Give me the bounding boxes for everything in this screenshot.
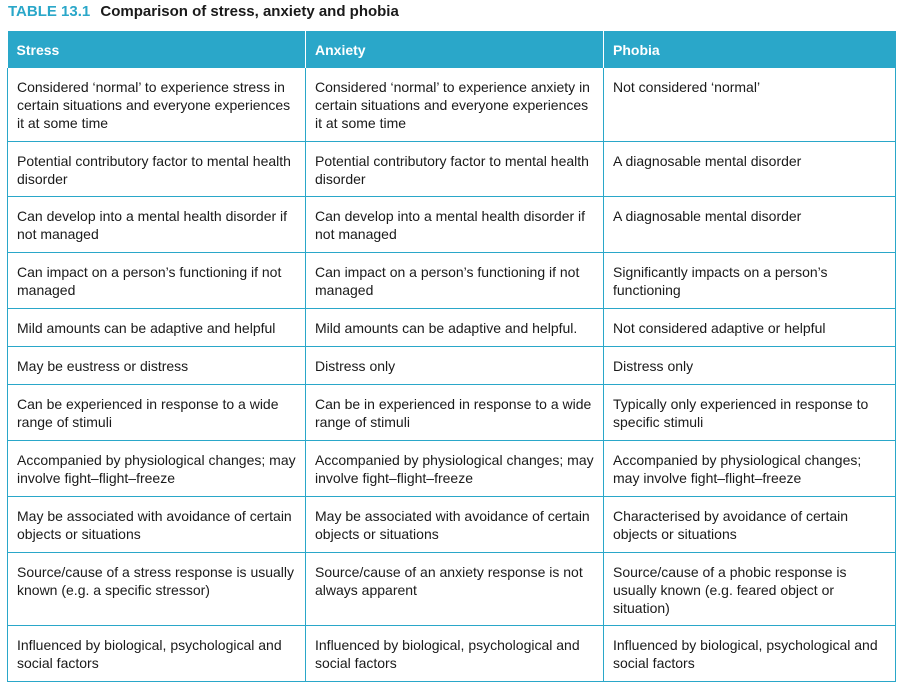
- table-row: [8, 141, 896, 196]
- cell-phobia: Distress only: [604, 346, 896, 384]
- cell-anxiety: Source/cause of an anxiety response is not always apparent: [306, 552, 604, 625]
- cell-phobia: Significantly impacts on a person’s functioning: [604, 252, 896, 308]
- cell-anxiety: Considered ‘normal’ to experience anxiety in certain situations and everyone experiences it at some time: [306, 68, 604, 141]
- table-row: [8, 308, 896, 346]
- cell-phobia: Typically only experienced in response to specific stimuli: [604, 384, 896, 440]
- cell-anxiety: Mild amounts can be adaptive and helpful.: [306, 308, 604, 346]
- table-row: [8, 496, 896, 552]
- cell-phobia: Influenced by biological, psychological and social factors: [604, 625, 896, 681]
- cell-phobia: Accompanied by physiological changes; may involve fight–flight–freeze: [604, 440, 896, 496]
- header-phobia: Phobia: [604, 31, 896, 68]
- table-title: Comparison of stress, anxiety and phobia: [100, 3, 399, 20]
- header-anxiety: Anxiety: [306, 31, 604, 68]
- table-row: [8, 346, 896, 384]
- cell-anxiety: Influenced by biological, psychological and social factors: [306, 625, 604, 681]
- comparison-table: [7, 31, 896, 682]
- cell-anxiety: Can impact on a person’s functioning if not managed: [306, 252, 604, 308]
- table-row: [8, 384, 896, 440]
- cell-stress: May be associated with avoidance of certain objects or situations: [8, 496, 306, 552]
- cell-phobia: Characterised by avoidance of certain objects or situations: [604, 496, 896, 552]
- table-row: [8, 196, 896, 252]
- table-row: [8, 625, 896, 681]
- cell-phobia: A diagnosable mental disorder: [604, 141, 896, 196]
- cell-stress: May be eustress or distress: [8, 346, 306, 384]
- cell-stress: Mild amounts can be adaptive and helpful: [8, 308, 306, 346]
- cell-anxiety: Accompanied by physiological changes; may involve fight–flight–freeze: [306, 440, 604, 496]
- table-row: [8, 552, 896, 625]
- cell-anxiety: Can be in experienced in response to a wide range of stimuli: [306, 384, 604, 440]
- cell-phobia: Not considered ‘normal’: [604, 68, 896, 141]
- table-row: [8, 68, 896, 141]
- table-row: [8, 440, 896, 496]
- cell-anxiety: Can develop into a mental health disorder if not managed: [306, 196, 604, 252]
- cell-stress: Can be experienced in response to a wide range of stimuli: [8, 384, 306, 440]
- cell-anxiety: Potential contributory factor to mental health disorder: [306, 141, 604, 196]
- cell-phobia: A diagnosable mental disorder: [604, 196, 896, 252]
- table-row: [8, 252, 896, 308]
- header-row: [8, 31, 896, 68]
- cell-stress: Accompanied by physiological changes; may involve fight–flight–freeze: [8, 440, 306, 496]
- cell-stress: Considered ‘normal’ to experience stress in certain situations and everyone experiences it at some time: [8, 68, 306, 141]
- cell-stress: Source/cause of a stress response is usually known (e.g. a specific stressor): [8, 552, 306, 625]
- cell-stress: Can develop into a mental health disorder if not managed: [8, 196, 306, 252]
- cell-phobia: Not considered adaptive or helpful: [604, 308, 896, 346]
- cell-anxiety: Distress only: [306, 346, 604, 384]
- header-stress: Stress: [8, 31, 306, 68]
- cell-stress: Potential contributory factor to mental health disorder: [8, 141, 306, 196]
- table-caption: [8, 3, 399, 21]
- cell-stress: Influenced by biological, psychological and social factors: [8, 625, 306, 681]
- cell-stress: Can impact on a person’s functioning if not managed: [8, 252, 306, 308]
- cell-phobia: Source/cause of a phobic response is usually known (e.g. feared object or situation): [604, 552, 896, 625]
- table-number: TABLE 13.1: [8, 3, 91, 20]
- cell-anxiety: May be associated with avoidance of certain objects or situations: [306, 496, 604, 552]
